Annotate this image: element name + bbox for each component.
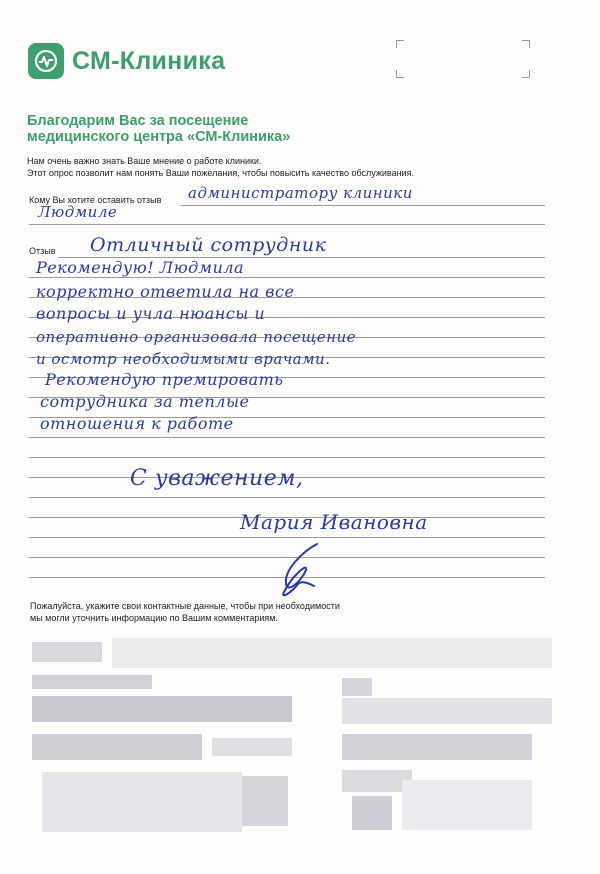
signature-mark (262, 540, 342, 606)
ruled-line (29, 224, 545, 225)
review-handwriting-line: корректно ответила на все (36, 282, 295, 301)
clinic-logo-text: СМ-Клиника (72, 46, 226, 75)
contact-request-text: Пожалуйста, укажите свои контактные данные, чтобы при необходимости мы могли уточнить информацию по Вашим комментариям. (30, 601, 340, 623)
ruled-line (181, 205, 545, 206)
review-handwriting-line: и осмотр необходимыми врачами. (36, 350, 331, 368)
recipient-label: Кому Вы хотите оставить отзыв (29, 195, 162, 205)
review-handwriting-line: Отличный сотрудник (90, 234, 327, 256)
review-handwriting-line: сотрудника за теплые (40, 392, 250, 411)
clinic-logo-icon (28, 43, 64, 79)
name-handwriting: Мария Ивановна (240, 510, 428, 534)
recipient-handwriting: администратору клиники (188, 184, 413, 202)
recipient-handwriting: Людмиле (38, 203, 118, 221)
review-handwriting-line: вопросы и учла нюансы и (36, 304, 266, 323)
ruled-line (29, 537, 545, 538)
closing-handwriting: С уважением, (130, 466, 304, 491)
review-handwriting-line: оперативно организовала посещение (36, 328, 357, 346)
review-handwriting-line: отношения к работе (40, 414, 234, 433)
review-label: Отзыв (29, 246, 56, 256)
review-handwriting-line: Рекомендую! Людмила (36, 258, 245, 277)
ruled-line (29, 277, 545, 278)
clinic-logo (28, 42, 225, 80)
review-handwriting-line: Рекомендую премировать (45, 370, 284, 389)
ruled-line (29, 437, 545, 438)
redacted-contact-info (22, 630, 562, 860)
form-intro: Нам очень важно знать Ваше мнение о работе клиники. Этот опрос позволит нам понять Ваши пожелания, чтобы повысить качество обслуживания. (27, 156, 414, 178)
ruled-line (29, 497, 545, 498)
form-title: Благодарим Вас за посещение медицинского центра «СМ-Клиника» (27, 113, 291, 145)
ruled-line (29, 457, 545, 458)
